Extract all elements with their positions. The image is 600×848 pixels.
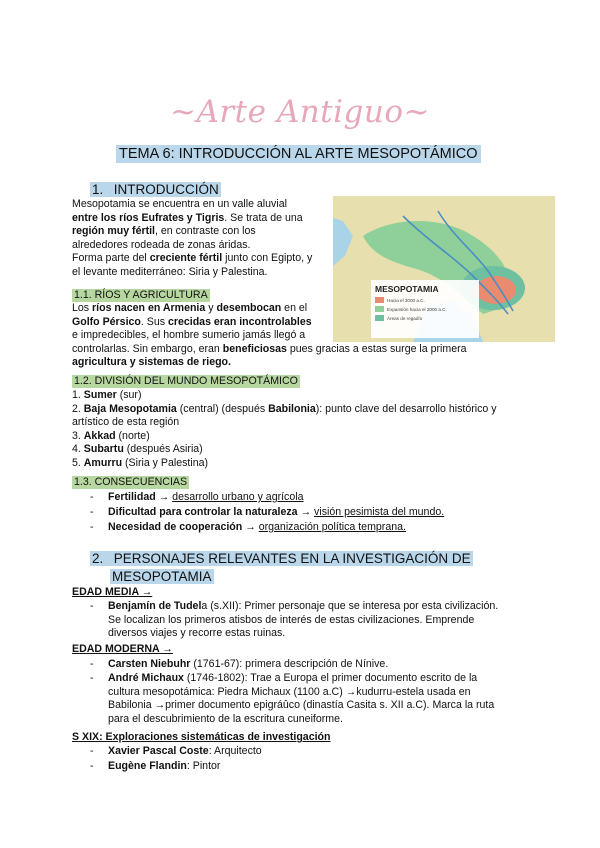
list-item: 1. Sumer (sur) (72, 389, 142, 401)
bullet-dash: - (90, 506, 94, 518)
list-item: Xavier Pascal Coste: Arquitecto (108, 745, 262, 757)
list-item: André Michaux (1746-1802): Trae a Europa el primer documento escrito de la cultura mesopotámica: Piedra Michaux (1100 a.C) →kudurru-estela usada en Babilonia →primer documento epigráûco (dinastía Casita s. XII a.C). Marca la ruta para el descubrimiento de la escritura cuneiforme. (108, 672, 495, 725)
list-item: Dificultad para controlar la naturaleza → visión pesimista del mundo. (108, 506, 445, 518)
legend-text-irrigated: Áreas de regadío (387, 316, 423, 321)
list-item: Carsten Niebuhr (1761-67): primera descripción de Nínive. (108, 658, 389, 670)
list-item: 4. Subartu (después Asiria) (72, 443, 203, 456)
section-2-heading: 2. PERSONAJES RELEVANTES EN LA INVESTIGACIÓN DE MESOPOTAMIA (92, 551, 471, 584)
sxix-heading: S XIX: Exploraciones sistemáticas de investigación (72, 731, 331, 743)
bullet-dash: - (90, 491, 94, 503)
bullet-dash: - (90, 672, 94, 684)
edad-moderna-heading: EDAD MODERNA → (72, 643, 173, 655)
legend-text-fertile: Expansión hacia el 2000 a.C. (387, 307, 447, 312)
topic-heading: TEMA 6: INTRODUCCIÓN AL ARTE MESOPOTÁMICO (116, 145, 481, 163)
rivers-paragraph: Los ríos nacen en Armenia y desembocan en el Golfo Pérsico. Sus crecidas eran incontrolables e impredecibles, el hombre sumerio jamás llegó a controlarlas. Sin embargo, eran beneficiosas pues gracias a estas surge la primera agricultura y sistemas de riego. (72, 302, 467, 369)
section-1-heading (90, 182, 221, 197)
list-item: 5. Amurru (Siria y Palestina) (72, 456, 209, 469)
bullet-dash: - (90, 521, 94, 533)
subsection-1-2-heading: 1.2. DIVISIÓN DEL MUNDO MESOPOTÁMICO (74, 375, 298, 387)
map-title: MESOPOTAMIA (375, 284, 439, 294)
legend-text-core: Hacia el 3000 a.C. (387, 298, 425, 303)
intro-paragraph: Mesopotamia se encuentra en un valle aluvial entre los ríos Eufrates y Tigris. Se trata de una región muy fértil, en contraste con los alrededores rodeada de zonas áridas. Forma parte del creciente fértil junto con Egipto, y el levante mediterráneo: Siria y Palestina. (72, 198, 313, 278)
subsection-1-3-heading: 1.3. CONSECUENCIAS (74, 476, 188, 488)
bullet-dash: - (90, 745, 94, 757)
subsection-1-1-heading: 1.1. RÍOS Y AGRICULTURA (74, 289, 208, 301)
list-item-continued: artístico de esta región (72, 416, 180, 429)
list-item: Necesidad de cooperación → organización política temprana. (108, 521, 406, 533)
list-item: Eugène Flandin: Pintor (108, 760, 221, 772)
list-item: Benjamín de Tudela (s.XII): Primer personaje que se interesa por esta civilización. Se localizan los primeros atisbos de interés de estas civilizaciones. Emprende diversos viajes y recorre estas ruinas. (108, 600, 499, 640)
section-title: INTRODUCCIÓN (113, 182, 219, 197)
bullet-dash: - (90, 658, 94, 670)
bullet-dash: - (90, 760, 94, 772)
list-item: 2. Baja Mesopotamia (central) (después Babilonia): punto clave del desarrollo histórico y (72, 402, 497, 415)
section-number: 1. (92, 182, 104, 197)
list-item: Fertilidad → desarrollo urbano y agrícola (108, 491, 304, 503)
list-item: 3. Akkad (norte) (72, 429, 150, 442)
bullet-dash: - (90, 600, 94, 612)
page-title: ~Arte Antiguo~ (169, 94, 430, 130)
division-list (72, 389, 542, 471)
edad-media-heading: EDAD MEDIA → (72, 586, 153, 598)
